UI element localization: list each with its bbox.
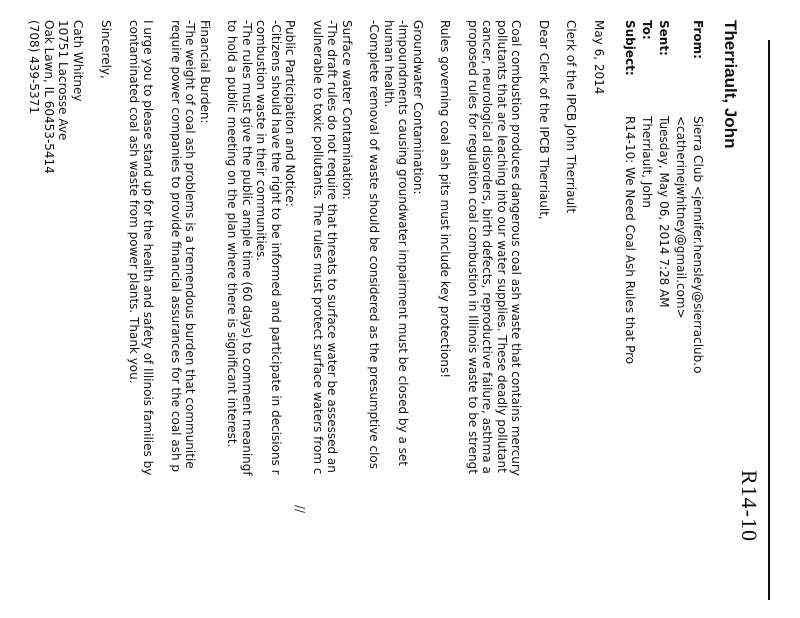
- email-header: [621, 20, 706, 618]
- section-line: to hold a public meeting on the plan where there is significant interest.: [225, 20, 240, 448]
- section-heading: Surface water Contamination:: [340, 20, 354, 200]
- to-row: [638, 20, 655, 618]
- section-line: -The draft rules do not require that threats to surface water be assessed an: [325, 20, 340, 473]
- from-row-continued: [672, 20, 689, 618]
- public-participation-section: [225, 20, 298, 618]
- intro-line: proposed rules for regulation coal combustion in Illinois waste to be strengt: [466, 20, 480, 474]
- subject-row: [621, 20, 638, 618]
- section-heading: Groundwater Contamination:: [411, 20, 425, 195]
- surface-water-section: [311, 20, 355, 618]
- groundwater-section: [367, 20, 425, 618]
- intro-line: Coal combustion produces dangerous coal ash waste that contains mercury: [509, 20, 524, 476]
- section-heading: Financial Burden:: [198, 20, 212, 124]
- intro-line: cancer, neurological disorders, birth defects, reproductive failure, asthma a: [480, 20, 495, 474]
- section-line: -Complete removal of waste should be considered as the presumptive clos: [367, 20, 382, 469]
- section-line: -The weight of coal ash problems is a tremendous burden that communitie: [183, 20, 198, 469]
- from-email: <catherinejwhitney@gmail.com>: [674, 116, 688, 319]
- section-line: -Citizens should have the right to be informed and participate in decisions r: [269, 20, 283, 475]
- from-label: From:: [691, 20, 705, 59]
- signoff: Sincerely,: [99, 20, 114, 79]
- letter-date: May 6, 2014: [592, 20, 606, 95]
- margin-mark: //: [293, 505, 307, 514]
- greeting-line: Dear Clerk of the IPCB Therriault,: [537, 20, 551, 220]
- closing-line: contaminated coal ash waste from power plants. Thank you.: [127, 20, 141, 384]
- section-line: -Impoundments causing groundwater impairment must be closed by a set: [396, 20, 411, 466]
- subject-value: R14-10: We Need Coal Ash Rules that Pro: [623, 116, 637, 365]
- document-number: R14-10: [737, 470, 762, 542]
- to-value: Therriault, John: [640, 116, 654, 209]
- sent-label: Sent:: [657, 20, 671, 56]
- financial-burden-section: [169, 20, 213, 618]
- salutation-line: Clerk of the IPCB John Therriault: [564, 20, 579, 214]
- intro-line: pollutants that are leaching into our water supplies. These deadly pollutant: [495, 20, 509, 473]
- top-rule: [768, 40, 770, 600]
- from-row: [689, 20, 706, 618]
- intro-paragraph: [466, 20, 524, 618]
- signature-block: [27, 20, 85, 618]
- sent-row: [655, 20, 672, 618]
- sent-value: Tuesday, May 06, 2014 7:28 AM: [657, 116, 671, 308]
- section-line: vulnerable to toxic pollutants. The rules must protect surface waters from c: [311, 20, 325, 475]
- closing-paragraph: [127, 20, 156, 618]
- rules-statement: Rules governing coal ash pits must include key protections!: [438, 20, 453, 379]
- subject-label: Subject:: [623, 20, 637, 76]
- signer-phone: (708) 439-5371: [27, 20, 42, 114]
- from-value: Sierra Club <jennifer.hensley@sierraclub.o: [691, 116, 705, 374]
- section-line: -The rules must give the public ample time (60 days) to comment meaningf: [240, 20, 254, 476]
- section-line: human health.: [382, 20, 396, 108]
- signer-street: 10751 Lacrosse Ave: [56, 20, 71, 141]
- letter-body: [27, 20, 606, 618]
- signer-city: Oak Lawn, IL 60453-5414: [42, 20, 56, 174]
- section-heading: Public Participation and Notice:: [283, 20, 298, 207]
- sender-name: Therriault, John: [721, 20, 740, 149]
- section-line: require power companies to provide financial assurances for the coal ash p: [169, 20, 183, 472]
- to-label: To:: [640, 20, 654, 40]
- signer-name: Cath Whitney: [71, 20, 85, 102]
- closing-line: I urge you to please stand up for the health and safety of Illinois families by: [141, 20, 156, 476]
- section-line: combustion waste in their communities.: [254, 20, 269, 262]
